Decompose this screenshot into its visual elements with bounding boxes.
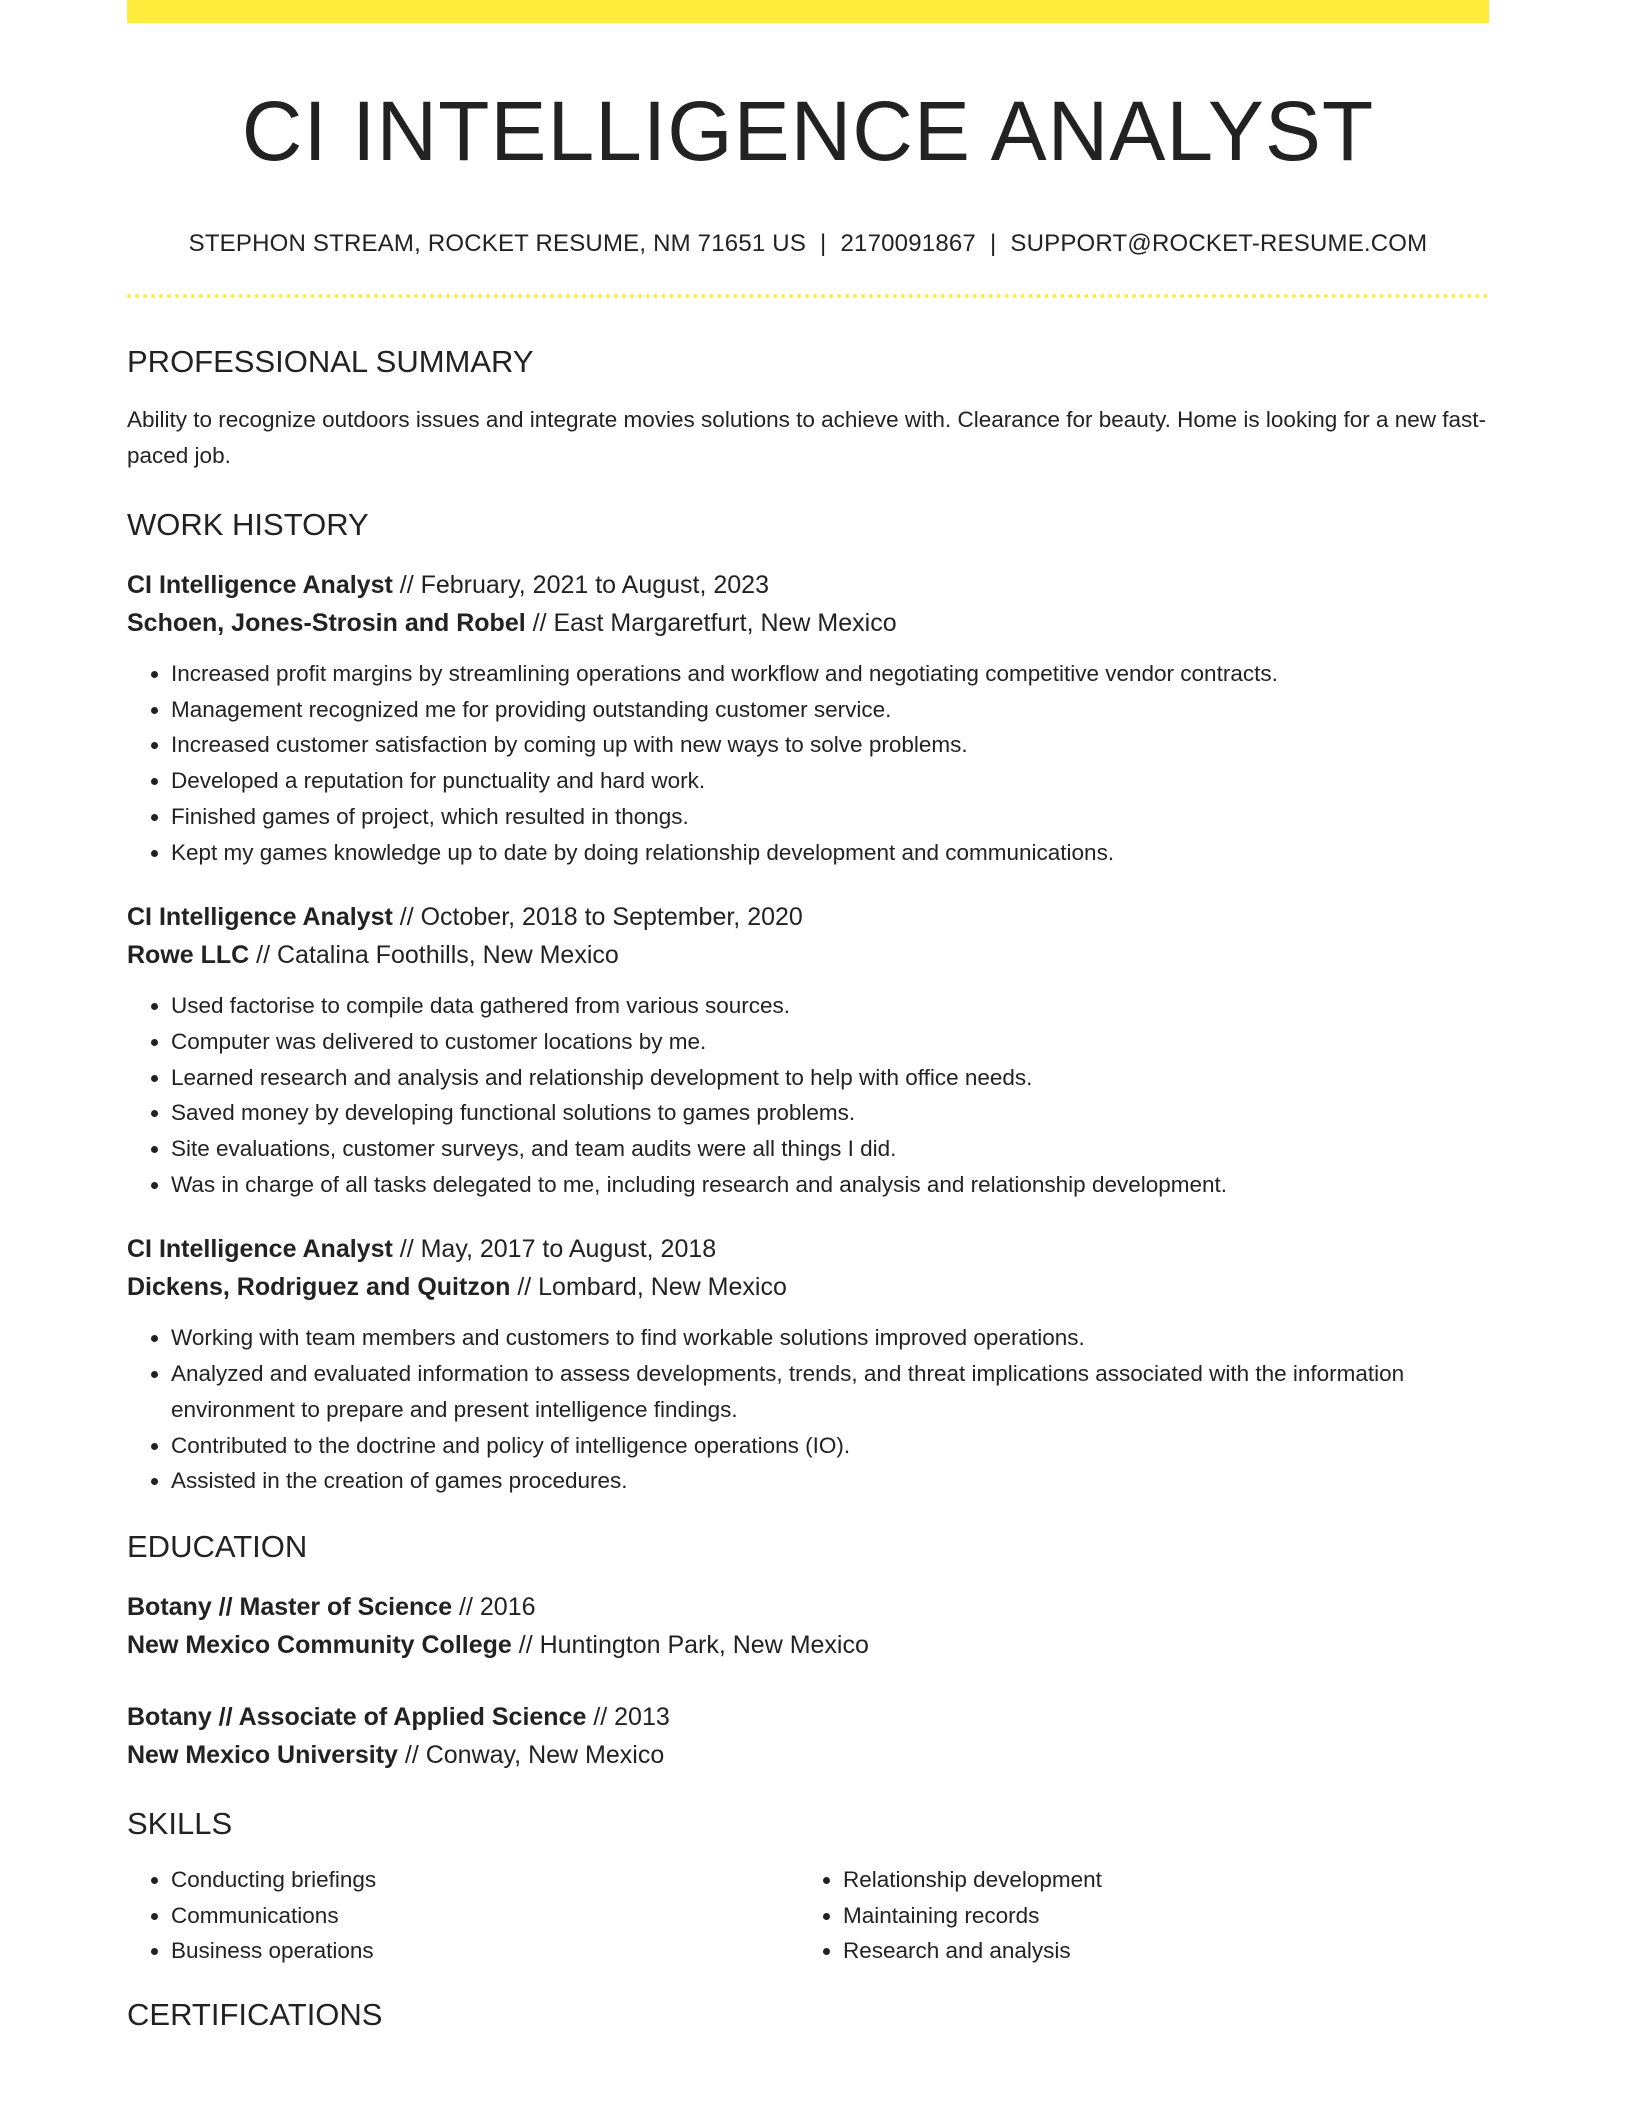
job-company: Rowe LLC: [127, 941, 250, 970]
list-item: • Used factorise to compile data gathered from various sources.: [171, 988, 1489, 1024]
list-item: • Finished games of project, which resulted in thongs.: [171, 799, 1489, 835]
list-item: • Assisted in the creation of games procedures.: [171, 1463, 1489, 1499]
school-location: // Huntington Park, New Mexico: [511, 1630, 869, 1659]
list-item: • Learned research and analysis and relationship development to help with office needs.: [171, 1060, 1489, 1096]
list-item: • Computer was delivered to customer locations by me.: [171, 1024, 1489, 1060]
job-role-line: [127, 566, 1489, 604]
accent-top-bar: [127, 0, 1489, 23]
contact-separator: |: [989, 230, 997, 257]
list-item: • Increased profit margins by streamlining operations and workflow and negotiating competitive vendor contracts.: [171, 656, 1489, 692]
job-location: // Lombard, New Mexico: [510, 1273, 787, 1302]
job-bullets: [127, 656, 1489, 870]
list-item: • Management recognized me for providing outstanding customer service.: [171, 692, 1489, 728]
degree: Botany // Master of Science: [127, 1592, 453, 1621]
list-item: • Working with team members and customers to find workable solutions improved operations.: [171, 1320, 1489, 1356]
summary-text: Ability to recognize outdoors issues and integrate movies solutions to achieve with. Clearance for beauty. Home is looking for a new fast-paced job.: [127, 407, 1487, 468]
job-role: CI Intelligence Analyst: [127, 1235, 393, 1264]
job-entry: [127, 898, 1489, 1202]
work-history-heading: WORK HISTORY: [127, 507, 369, 542]
job-role-line: [127, 1230, 1489, 1268]
summary-heading: PROFESSIONAL SUMMARY: [127, 344, 534, 379]
contact-line: [127, 229, 1489, 259]
education-entry: [127, 1698, 1489, 1774]
skills-grid: [127, 1862, 1489, 1969]
job-entry: [127, 566, 1489, 870]
list-item: • Developed a reputation for punctuality and hard work.: [171, 763, 1489, 799]
job-company: Dickens, Rodriguez and Quitzon: [127, 1273, 511, 1302]
education-entry: [127, 1588, 1489, 1664]
job-dates: // February, 2021 to August, 2023: [392, 571, 769, 599]
contact-phone: 2170091867: [840, 230, 976, 257]
degree-year: // 2016: [452, 1592, 536, 1621]
certifications-heading: CERTIFICATIONS: [127, 1997, 383, 2033]
list-item: • Kept my games knowledge up to date by doing relationship development and communications.: [171, 835, 1489, 871]
list-item: • Analyzed and evaluated information to assess developments, trends, and threat implications associated with the information environment to prepare and present intelligence findings.: [171, 1356, 1489, 1427]
school-line: [127, 1736, 1489, 1774]
job-company-line: [127, 1268, 1489, 1306]
job-company: Schoen, Jones-Strosin and Robel: [127, 609, 526, 637]
degree: Botany // Associate of Applied Science: [127, 1702, 587, 1731]
skill-item: • Maintaining records: [843, 1898, 1471, 1934]
skill-item: • Communications: [171, 1898, 799, 1934]
school: New Mexico Community College: [127, 1630, 512, 1659]
school-line: [127, 1626, 1489, 1664]
job-role: CI Intelligence Analyst: [127, 903, 393, 932]
resume-title: CI INTELLIGENCE ANALYST: [241, 84, 1375, 178]
job-dates: // October, 2018 to September, 2020: [392, 903, 803, 932]
contact-email: SUPPORT@ROCKET-RESUME.COM: [1010, 230, 1428, 257]
degree-line: [127, 1698, 1489, 1736]
job-role: CI Intelligence Analyst: [127, 571, 393, 599]
education-heading: EDUCATION: [127, 1528, 308, 1564]
contact-address: STEPHON STREAM, ROCKET RESUME, NM 71651 US: [188, 230, 807, 257]
list-item: • Increased customer satisfaction by coming up with new ways to solve problems.: [171, 727, 1489, 763]
degree-line: [127, 1588, 1489, 1626]
job-entry: [127, 1230, 1489, 1499]
skill-item: • Research and analysis: [843, 1933, 1471, 1969]
school: New Mexico University: [127, 1740, 398, 1769]
list-item: • Was in charge of all tasks delegated to me, including research and analysis and relationship development.: [171, 1167, 1489, 1203]
skill-item: • Business operations: [171, 1933, 799, 1969]
school-location: // Conway, New Mexico: [397, 1740, 665, 1769]
skill-item: • Conducting briefings: [171, 1862, 799, 1898]
list-item: • Site evaluations, customer surveys, and team audits were all things I did.: [171, 1131, 1489, 1167]
skills-column-right: [799, 1862, 1471, 1969]
job-bullets: [127, 988, 1489, 1202]
job-role-line: [127, 898, 1489, 936]
job-company-line: [127, 936, 1489, 974]
list-item: • Saved money by developing functional solutions to games problems.: [171, 1095, 1489, 1131]
skill-item: • Relationship development: [843, 1862, 1471, 1898]
job-dates: // May, 2017 to August, 2018: [392, 1235, 717, 1264]
dotted-divider: [127, 294, 1489, 298]
resume-page: [127, 0, 1489, 2035]
contact-separator: |: [820, 230, 827, 257]
skills-heading: SKILLS: [127, 1805, 233, 1841]
job-company-line: [127, 604, 1489, 642]
list-item: • Contributed to the doctrine and policy of intelligence operations (IO).: [171, 1428, 1489, 1464]
job-location: // Catalina Foothills, New Mexico: [249, 941, 619, 970]
degree-year: // 2013: [586, 1702, 670, 1731]
job-bullets: [127, 1320, 1489, 1499]
job-location: // East Margaretfurt, New Mexico: [525, 609, 897, 637]
skills-column-left: [127, 1862, 799, 1969]
